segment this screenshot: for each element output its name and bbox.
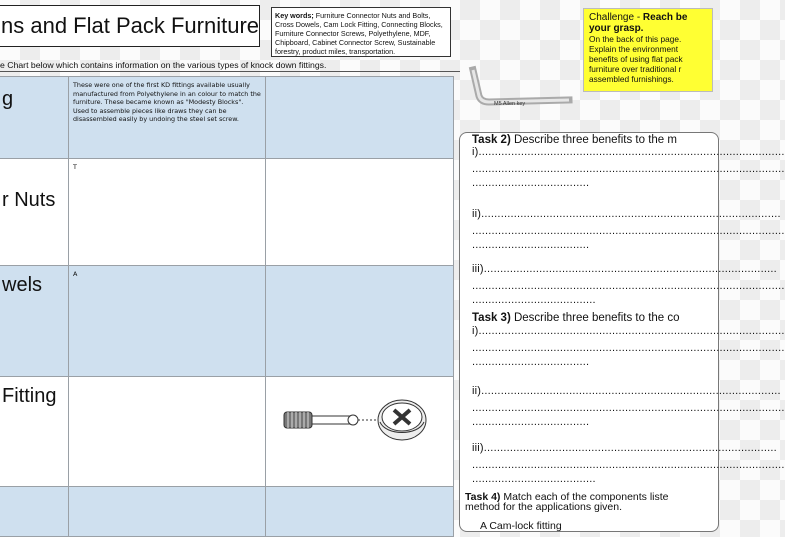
- task-3-label: Task 3): [472, 312, 511, 324]
- fitting-name: r Nuts: [0, 159, 69, 266]
- task-4-heading: [465, 492, 669, 512]
- task-3-text: Describe three benefits to the co: [510, 312, 680, 324]
- keywords-label: Key words;: [275, 11, 314, 20]
- answer-line[interactable]: ................................................................................................: [472, 280, 785, 292]
- fitting-info[interactable]: T: [69, 159, 266, 266]
- fitting-name: wels: [0, 266, 69, 377]
- answer-line[interactable]: ....................................: [472, 416, 590, 428]
- fittings-chart: [0, 76, 454, 537]
- fitting-image-cell[interactable]: [266, 77, 454, 159]
- answer-line[interactable]: i)..............................................................................................: [472, 325, 785, 337]
- answer-line[interactable]: ................................................................................................: [472, 163, 785, 175]
- answer-line[interactable]: ....................................: [472, 239, 590, 251]
- fitting-name: [0, 487, 69, 537]
- fitting-name: Fitting: [0, 377, 69, 487]
- fitting-info[interactable]: A: [69, 266, 266, 377]
- task-2-label: Task 2): [472, 134, 511, 146]
- answer-line[interactable]: ................................................................................................: [472, 342, 785, 354]
- challenge-box: [583, 8, 713, 92]
- fitting-image-cell: [266, 377, 454, 487]
- fitting-info: These were one of the first KD fittings available usually manufactured from Polyethylene in an colour to match the furniture. These became known as "Modesty Blocks". Used to assemble pieces like draws they can be disassembled easily by undoing the steel set screw.: [69, 77, 266, 159]
- answer-line[interactable]: ....................................: [472, 356, 590, 368]
- fitting-image-cell[interactable]: [266, 159, 454, 266]
- fitting-image-cell[interactable]: [266, 487, 454, 537]
- task-2-text: Describe three benefits to the m: [510, 134, 677, 146]
- challenge-prefix: Challenge -: [589, 12, 643, 23]
- task-2-heading: [472, 134, 677, 146]
- answer-line[interactable]: iii)..........................................................................................: [472, 263, 777, 275]
- answer-line[interactable]: ................................................................................................: [472, 402, 785, 414]
- allen-key-caption: M5 Allen key: [494, 101, 526, 107]
- table-row: [0, 377, 454, 487]
- fitting-image-cell[interactable]: [266, 266, 454, 377]
- table-row: [0, 487, 454, 537]
- answer-line[interactable]: ......................................: [472, 294, 596, 306]
- table-row: [0, 266, 454, 377]
- chart-intro: e Chart below which contains information on the various types of knock down fittings.: [0, 60, 460, 72]
- keywords-box: [271, 7, 451, 57]
- challenge-body: On the back of this page. Explain the environment benefits of using flat pack furniture over traditional r assembled furnishings.: [589, 34, 683, 84]
- table-row: [0, 77, 454, 159]
- keywords-text: Furniture Connector Nuts and Bolts, Cross Dowels, Cam Lock Fitting, Connecting Blocks, Furniture Connector Screws, Polyethylene, MDF, Chipboard, Cabinet Connector Screw, Sustainable forestry, product miles, transportation.: [275, 11, 443, 56]
- answer-line[interactable]: ....................................: [472, 177, 590, 189]
- challenge-bold: Reach be your grasp.: [589, 12, 688, 34]
- fitting-info[interactable]: [69, 487, 266, 537]
- answer-line[interactable]: iii)..........................................................................................: [472, 442, 777, 454]
- answer-line[interactable]: ii)............................................................................................: [472, 385, 781, 397]
- task-3-heading: [472, 312, 680, 324]
- answer-line[interactable]: ................................................................................................: [472, 459, 785, 471]
- answer-line[interactable]: ......................................: [472, 473, 596, 485]
- page-title: ns and Flat Pack Furniture: [0, 5, 260, 47]
- answer-line[interactable]: ................................................................................................: [472, 225, 785, 237]
- task-4-text: Match each of the components liste: [500, 491, 669, 503]
- allen-key-icon: [465, 64, 575, 118]
- task-4-label: Task 4): [465, 491, 501, 503]
- task-4-line2: method for the applications given.: [465, 501, 623, 513]
- answer-line[interactable]: ii)............................................................................................: [472, 208, 781, 220]
- component-a-label: A Cam-lock fitting: [480, 520, 562, 532]
- answer-line[interactable]: i)..............................................................................................: [472, 146, 785, 158]
- fitting-name: g: [0, 77, 69, 159]
- table-row: [0, 159, 454, 266]
- cam-lock-fitting-icon: [280, 390, 440, 446]
- fitting-info[interactable]: [69, 377, 266, 487]
